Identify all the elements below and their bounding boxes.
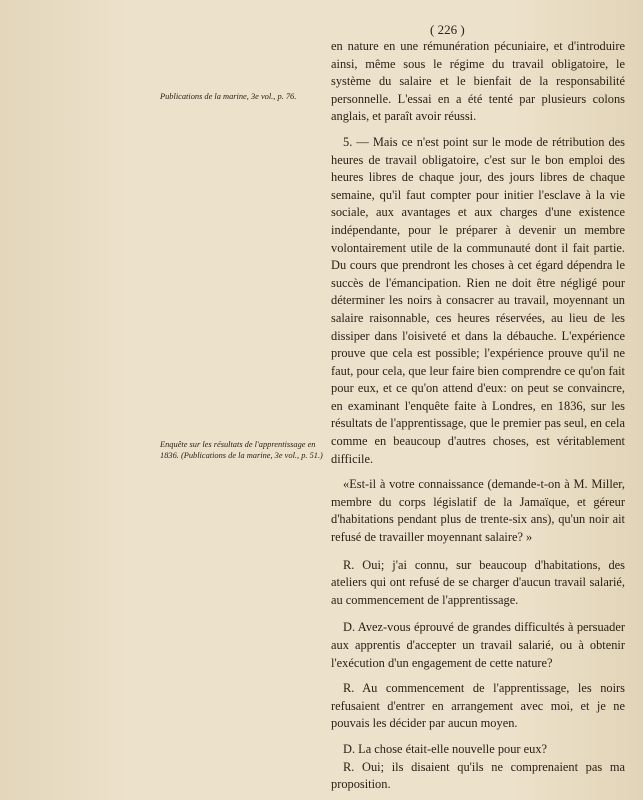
paragraph-answer-3: R. Oui; ils disaient qu'ils ne comprenaient pas ma proposition. <box>331 759 625 792</box>
margin-note-publications: Publications de la marine, 3e vol., p. 76. <box>160 92 297 101</box>
paragraph-continuation: en nature en une rémunération pécuniaire, et d'introduire ainsi, même sous le régime du travail obligatoire, le système du salaire et le bienfait de la responsabilité personnelle. L'essai en a été tenté par plusieurs colons anglais, et paraît avoir réussi. <box>331 39 625 124</box>
paragraph-question-2: D. Avez-vous éprouvé de grandes difficultés à persuader aux apprentis d'accepter un travail salarié, ou à obtenir l'exécution d'un engagement de cette nature? <box>331 620 625 670</box>
paragraph-question-3: D. La chose était-elle nouvelle pour eux? <box>343 741 548 756</box>
paragraph-answer-1: R. Oui; j'ai connu, sur beaucoup d'habitations, des ateliers qui ont refusé de se charger d'aucun travail salarié, au commencement de l'apprentissage. <box>331 557 625 607</box>
paragraph-answer-2: R. Au commencement de l'apprentissage, les noirs refusaient d'entrer en arrangement avec moi, et je ne pouvais les décider par aucun moyen. <box>331 681 625 731</box>
paragraph-quote-question: «Est-il à votre connaissance (demande-t-on à M. Miller, membre du corps législatif de la Jamaïque, et géreur d'habitations pendant plus de trente-six ans), qu'un noir ait refusé de travailler moyennant salaire? » <box>331 477 625 545</box>
paragraph-section-5: 5. — Mais ce n'est point sur le mode de rétribution des heures de travail obligatoire, c'est sur le bon emploi des heures libres de chaque jour, des jours libres de chaque semaine, qu'il faut compter pour initier l'esclave à la vie sociale, aux avantages et aux charges d'une existence indépendante, pour le préparer à devenir un membre volontairement utile de la communauté dont il fait partie. Du cours que prendront les choses à cet égard dépendra le succès de l'émancipation. Rien ne doit être négligé pour déterminer les noirs à consacrer au travail, moyennant un salaire raisonnable, ces heures réservées, au lieu de les dissiper dans l'oisiveté et dans la débauche. L'expérience prouve que cela est possible; l'expérience prouve qu'il ne faut, pour cela, que leur faire bien comprendre ce qu'on fait pour eux, et ce qu'on attend d'eux: on peut se convaincre, en examinant l'enquête faite à Londres, en 1836, sur les résultats de l'apprentissage, que le premier pas seul, en cela comme en beaucoup d'autres choses, est véritablement difficile. <box>331 134 625 466</box>
margin-note-enquete: Enquête sur les résultats de l'apprentissage en 1836. (Publications de la marine, 3e vol., p. 51.) <box>160 440 323 460</box>
page-number: ( 226 ) <box>430 22 465 37</box>
main-text <box>331 38 625 794</box>
